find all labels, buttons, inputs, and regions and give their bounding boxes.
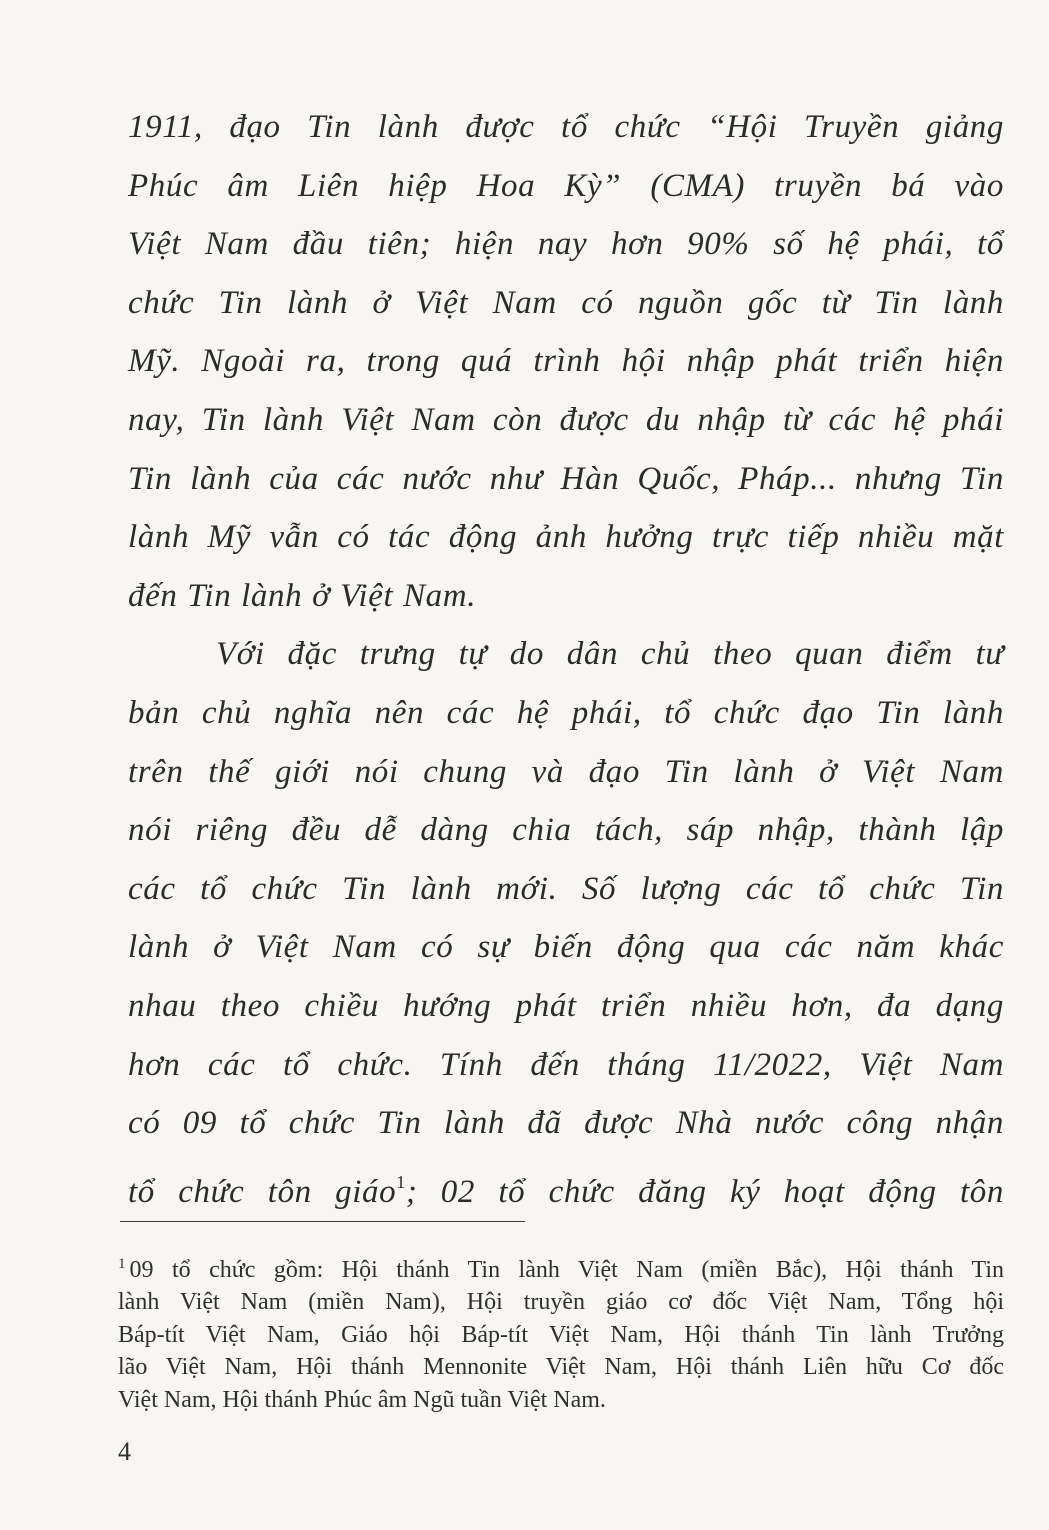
- text-line: các tổ chức Tin lành mới. Số lượng các tổ chức Tin: [128, 870, 1004, 907]
- text-line: lành Mỹ vẫn có tác động ảnh hưởng trực tiếp nhiều mặt: [128, 519, 1004, 556]
- text-line: trên thế giới nói chung và đạo Tin lành ở Việt Nam: [128, 753, 1004, 790]
- text-line: chức Tin lành ở Việt Nam có nguồn gốc từ Tin lành: [128, 284, 1004, 321]
- text-line: bản chủ nghĩa nên các hệ phái, tổ chức đạo Tin lành: [128, 694, 1004, 731]
- footnote-text: 09 tổ chức gồm: Hội thánh Tin lành Việt Nam (miền Bắc), Hội thánh Tin: [129, 1257, 1004, 1283]
- text-line: hơn các tổ chức. Tính đến tháng 11/2022, Việt Nam: [128, 1046, 1004, 1083]
- text-line: Tin lành của các nước như Hàn Quốc, Pháp... nhưng Tin: [128, 460, 1004, 497]
- footnote: [118, 1248, 1004, 1416]
- footnote-reference[interactable]: 1: [396, 1171, 406, 1192]
- text-line: Việt Nam đầu tiên; hiện nay hơn 90% số hệ phái, tổ: [128, 226, 1004, 263]
- text-line: có 09 tổ chức Tin lành đã được Nhà nước công nhận: [128, 1105, 1004, 1142]
- text-line: Với đặc trưng tự do dân chủ theo quan điểm tư: [216, 636, 1004, 673]
- footnote-marker: 1: [118, 1256, 126, 1272]
- text-line: 1911, đạo Tin lành được tổ chức “Hội Truyền giảng: [128, 109, 1004, 145]
- text-line-with-footnote-ref: [128, 1153, 1004, 1222]
- footnote-line: lành Việt Nam (miền Nam), Hội truyền giáo cơ đốc Việt Nam, Tổng hội: [118, 1289, 1004, 1316]
- footnote-line: lão Việt Nam, Hội thánh Mennonite Việt Nam, Hội thánh Liên hữu Cơ đốc: [118, 1354, 1004, 1381]
- paragraph-1: [128, 98, 1004, 625]
- text-fragment: ; 02 tổ chức đăng ký hoạt động tôn: [405, 1173, 1004, 1210]
- page-number: 4: [118, 1437, 131, 1466]
- footnote-separator: [120, 1221, 525, 1222]
- footnote-line: Việt Nam, Hội thánh Phúc âm Ngũ tuần Việt Nam.: [118, 1386, 606, 1413]
- text-line: nay, Tin lành Việt Nam còn được du nhập từ các hệ phái: [128, 401, 1004, 438]
- text-line: Mỹ. Ngoài ra, trong quá trình hội nhập phát triển hiện: [128, 343, 1004, 380]
- text-line: Phúc âm Liên hiệp Hoa Kỳ” (CMA) truyền bá vào: [128, 167, 1004, 204]
- text-line: nhau theo chiều hướng phát triển nhiều hơn, đa dạng: [128, 987, 1004, 1024]
- paragraph-2: [128, 625, 1004, 1221]
- text-fragment: tổ chức tôn giáo: [128, 1173, 397, 1210]
- body-text: [128, 98, 1004, 1221]
- footnote-line: [118, 1248, 1004, 1286]
- text-line: đến Tin lành ở Việt Nam.: [128, 577, 477, 614]
- text-line: nói riêng đều dễ dàng chia tách, sáp nhập, thành lập: [128, 812, 1004, 849]
- footnote-line: Báp-tít Việt Nam, Giáo hội Báp-tít Việt Nam, Hội thánh Tin lành Trưởng: [118, 1321, 1004, 1348]
- text-line: lành ở Việt Nam có sự biến động qua các năm khác: [128, 929, 1004, 966]
